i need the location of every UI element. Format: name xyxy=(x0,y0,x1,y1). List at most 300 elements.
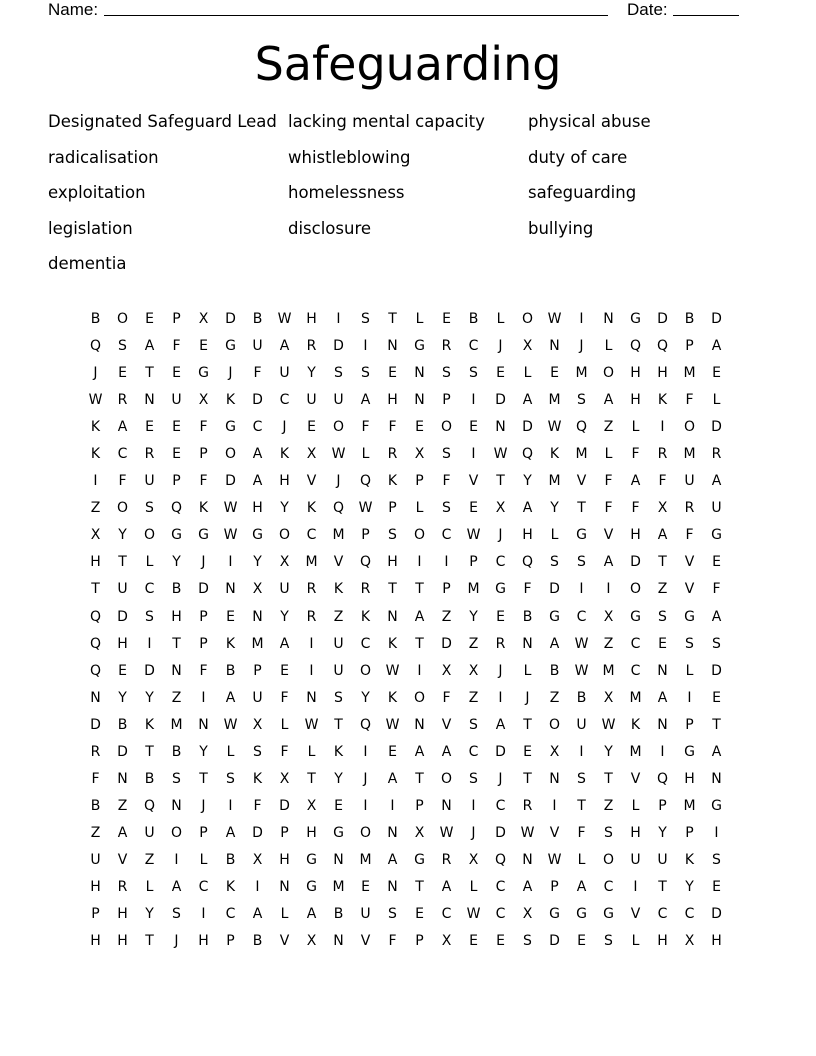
grid-cell: Y xyxy=(172,554,181,571)
grid-cell: W xyxy=(547,419,562,436)
grid-cell: B xyxy=(225,851,236,868)
grid-cell: X xyxy=(441,933,452,950)
grid-cell: O xyxy=(602,365,615,382)
grid-cell: U xyxy=(144,824,155,841)
grid-cell: A xyxy=(225,689,236,706)
grid-cell: G xyxy=(225,419,236,436)
grid-cell: D xyxy=(333,338,344,355)
grid-cell: W xyxy=(385,662,400,679)
grid-cell: G xyxy=(306,851,317,868)
grid-cell: F xyxy=(253,797,262,814)
grid-cell: A xyxy=(252,906,263,923)
grid-cell: U xyxy=(306,392,317,409)
grid-cell: P xyxy=(685,338,694,355)
grid-cell: Q xyxy=(521,446,534,463)
grid-cell: B xyxy=(333,906,344,923)
grid-cell: S xyxy=(442,500,451,517)
grid-cell: D xyxy=(90,716,101,733)
grid-cell: S xyxy=(118,338,127,355)
grid-cell: K xyxy=(306,500,317,517)
grid-cell: A xyxy=(252,446,263,463)
grid-cell: C xyxy=(576,608,587,625)
grid-cell: T xyxy=(658,878,667,895)
grid-cell: Q xyxy=(359,716,372,733)
grid-cell: L xyxy=(550,527,559,544)
grid-cell: R xyxy=(117,878,128,895)
grid-cell: A xyxy=(171,878,182,895)
grid-cell: N xyxy=(225,581,236,598)
grid-cell: W xyxy=(574,662,589,679)
grid-cell: Q xyxy=(359,554,372,571)
grid-cell: U xyxy=(333,662,344,679)
grid-cell: P xyxy=(550,878,559,895)
grid-cell: J xyxy=(336,473,341,490)
grid-cell: L xyxy=(685,662,694,679)
grid-cell: K xyxy=(657,392,668,409)
grid-cell: N xyxy=(306,689,317,706)
grid-cell: A xyxy=(360,392,371,409)
grid-cell: F xyxy=(577,824,586,841)
word-list-item: whistleblowing xyxy=(288,147,411,167)
grid-cell: U xyxy=(576,716,587,733)
grid-cell: E xyxy=(199,338,208,355)
grid-cell: F xyxy=(388,419,397,436)
grid-cell: F xyxy=(658,473,667,490)
grid-cell: S xyxy=(604,933,613,950)
grid-cell: X xyxy=(549,743,560,760)
grid-cell: M xyxy=(170,716,183,733)
grid-cell: S xyxy=(145,608,154,625)
grid-cell: H xyxy=(630,392,641,409)
grid-cell: I xyxy=(363,743,368,760)
grid-cell: C xyxy=(603,878,614,895)
grid-cell: G xyxy=(576,527,587,544)
grid-cell: L xyxy=(145,554,154,571)
grid-cell: Y xyxy=(199,743,208,760)
grid-cell: E xyxy=(145,419,154,436)
grid-cell: G xyxy=(549,906,560,923)
grid-cell: P xyxy=(361,527,370,544)
grid-cell: W xyxy=(223,716,238,733)
grid-cell: D xyxy=(711,906,722,923)
grid-cell: C xyxy=(306,527,317,544)
grid-cell: T xyxy=(118,554,127,571)
grid-cell: L xyxy=(712,392,721,409)
grid-cell: Z xyxy=(603,635,614,652)
grid-cell: B xyxy=(171,581,182,598)
grid-cell: P xyxy=(442,581,451,598)
grid-cell: A xyxy=(144,338,155,355)
grid-cell: E xyxy=(496,608,505,625)
grid-cell: V xyxy=(333,554,344,571)
grid-cell: B xyxy=(549,662,560,679)
word-list-item: dementia xyxy=(48,254,127,274)
grid-cell: S xyxy=(577,770,586,787)
grid-cell: T xyxy=(415,635,424,652)
grid-cell: E xyxy=(172,365,181,382)
grid-cell: X xyxy=(495,500,506,517)
grid-cell: N xyxy=(117,770,128,787)
grid-cell: O xyxy=(440,770,453,787)
grid-cell: O xyxy=(521,311,534,327)
word-list-item: physical abuse xyxy=(528,112,651,131)
grid-cell: I xyxy=(93,473,98,490)
grid-cell: D xyxy=(630,554,641,571)
grid-cell: C xyxy=(117,446,128,463)
grid-cell: F xyxy=(442,473,451,490)
grid-cell: Z xyxy=(603,797,614,814)
grid-cell: Y xyxy=(253,554,262,571)
grid-cell: O xyxy=(278,527,291,544)
grid-cell: V xyxy=(603,527,614,544)
grid-cell: D xyxy=(279,797,290,814)
grid-cell: M xyxy=(332,878,345,895)
grid-cell: Y xyxy=(334,770,343,787)
grid-cell: E xyxy=(712,554,721,571)
grid-cell: U xyxy=(252,338,263,355)
word-list-item: Designated Safeguard Lead xyxy=(48,112,277,131)
name-blank-line xyxy=(104,15,608,16)
grid-cell: E xyxy=(469,500,478,517)
grid-cell: W xyxy=(277,311,292,327)
grid-cell: S xyxy=(442,446,451,463)
grid-cell: L xyxy=(226,743,235,760)
grid-cell: B xyxy=(225,662,236,679)
grid-cell: K xyxy=(252,770,263,787)
grid-cell: E xyxy=(226,608,235,625)
grid-cell: X xyxy=(684,933,695,950)
grid-cell: R xyxy=(306,581,317,598)
grid-cell: K xyxy=(630,716,641,733)
grid-row xyxy=(82,903,730,930)
grid-cell: A xyxy=(549,635,560,652)
grid-cell: G xyxy=(495,581,506,598)
grid-cell: V xyxy=(549,824,560,841)
grid-cell: I xyxy=(552,797,557,814)
grid-cell: B xyxy=(252,311,263,327)
grid-cell: E xyxy=(172,446,181,463)
grid-cell: N xyxy=(171,662,182,679)
grid-cell: P xyxy=(91,906,100,923)
grid-cell: O xyxy=(143,527,156,544)
grid-cell: M xyxy=(467,581,480,598)
grid-cell: L xyxy=(361,446,370,463)
grid-cell: E xyxy=(496,365,505,382)
grid-cell: T xyxy=(199,770,208,787)
grid-cell: E xyxy=(145,311,154,327)
grid-cell: E xyxy=(118,365,127,382)
grid-cell: X xyxy=(306,933,317,950)
grid-cell: O xyxy=(440,419,453,436)
grid-cell: H xyxy=(630,824,641,841)
grid-cell: X xyxy=(414,446,425,463)
grid-cell: R xyxy=(684,500,695,517)
grid-cell: F xyxy=(172,338,181,355)
grid-cell: Y xyxy=(118,527,127,544)
grid-cell: I xyxy=(363,797,368,814)
grid-cell: W xyxy=(304,716,319,733)
grid-cell: F xyxy=(604,500,613,517)
grid-cell: H xyxy=(117,906,128,923)
grid-cell: W xyxy=(439,824,454,841)
grid-cell: V xyxy=(630,906,641,923)
grid-cell: D xyxy=(495,392,506,409)
grid-cell: S xyxy=(334,689,343,706)
grid-row xyxy=(82,389,730,416)
grid-cell: H xyxy=(522,527,533,544)
grid-cell: E xyxy=(415,419,424,436)
grid-cell: C xyxy=(441,527,452,544)
grid-cell: Y xyxy=(604,743,613,760)
grid-cell: I xyxy=(201,689,206,706)
date-label: Date: xyxy=(627,0,668,19)
grid-cell: Z xyxy=(603,419,614,436)
grid-cell: C xyxy=(630,662,641,679)
grid-cell: R xyxy=(711,446,722,463)
word-list-item: lacking mental capacity xyxy=(288,112,485,131)
grid-cell: I xyxy=(660,743,665,760)
grid-cell: L xyxy=(307,743,316,760)
grid-cell: E xyxy=(577,933,586,950)
grid-cell: S xyxy=(523,933,532,950)
grid-cell: X xyxy=(198,311,209,327)
grid-row xyxy=(82,741,730,768)
grid-cell: T xyxy=(145,933,154,950)
grid-cell: B xyxy=(90,311,101,327)
grid-cell: H xyxy=(171,608,182,625)
grid-cell: K xyxy=(333,743,344,760)
grid-cell: T xyxy=(388,311,397,327)
grid-cell: F xyxy=(523,581,532,598)
grid-cell: S xyxy=(226,770,235,787)
grid-cell: N xyxy=(522,635,533,652)
grid-cell: H xyxy=(252,500,263,517)
grid-cell: N xyxy=(441,797,452,814)
grid-cell: U xyxy=(711,500,722,517)
grid-cell: T xyxy=(577,500,586,517)
grid-cell: W xyxy=(358,500,373,517)
grid-cell: D xyxy=(711,419,722,436)
grid-cell: X xyxy=(306,446,317,463)
grid-cell: I xyxy=(687,689,692,706)
grid-cell: X xyxy=(90,527,101,544)
grid-cell: D xyxy=(549,581,560,598)
grid-row xyxy=(82,335,730,362)
grid-cell: L xyxy=(604,338,613,355)
grid-cell: P xyxy=(226,933,235,950)
grid-cell: I xyxy=(471,392,476,409)
grid-cell: J xyxy=(228,365,233,382)
grid-cell: N xyxy=(414,365,425,382)
grid-cell: L xyxy=(469,878,478,895)
grid-cell: S xyxy=(145,500,154,517)
grid-cell: E xyxy=(388,365,397,382)
grid-cell: N xyxy=(279,878,290,895)
grid-cell: S xyxy=(388,906,397,923)
grid-cell: K xyxy=(144,716,155,733)
grid-cell: Y xyxy=(469,608,478,625)
grid-cell: V xyxy=(279,933,290,950)
grid-cell: Y xyxy=(658,824,667,841)
grid-cell: A xyxy=(711,743,722,760)
grid-cell: S xyxy=(469,716,478,733)
grid-cell: S xyxy=(442,365,451,382)
grid-cell: O xyxy=(413,527,426,544)
grid-cell: I xyxy=(417,662,422,679)
grid-cell: W xyxy=(88,392,103,409)
grid-cell: A xyxy=(576,878,587,895)
letter-grid xyxy=(82,308,730,957)
grid-cell: A xyxy=(603,392,614,409)
grid-cell: A xyxy=(441,743,452,760)
grid-cell: G xyxy=(225,338,236,355)
grid-cell: L xyxy=(415,311,424,327)
grid-cell: N xyxy=(522,851,533,868)
grid-cell: S xyxy=(388,527,397,544)
grid-cell: Z xyxy=(468,689,479,706)
grid-cell: A xyxy=(279,338,290,355)
grid-cell: L xyxy=(631,933,640,950)
grid-cell: G xyxy=(198,365,209,382)
word-list-item: disclosure xyxy=(288,218,372,238)
grid-cell: A xyxy=(252,473,263,490)
grid-row xyxy=(82,606,730,633)
grid-cell: F xyxy=(442,689,451,706)
grid-cell: S xyxy=(361,365,370,382)
grid-cell: O xyxy=(116,500,129,517)
grid-cell: E xyxy=(361,878,370,895)
grid-cell: F xyxy=(361,419,370,436)
grid-cell: A xyxy=(279,635,290,652)
grid-cell: P xyxy=(388,500,397,517)
grid-cell: D xyxy=(225,311,236,327)
grid-cell: C xyxy=(495,906,506,923)
grid-cell: B xyxy=(144,770,155,787)
grid-cell: N xyxy=(495,419,506,436)
grid-cell: F xyxy=(199,473,208,490)
grid-cell: Q xyxy=(332,500,345,517)
grid-cell: M xyxy=(683,446,696,463)
grid-cell: U xyxy=(630,851,641,868)
grid-cell: C xyxy=(360,635,371,652)
grid-cell: E xyxy=(280,662,289,679)
grid-cell: O xyxy=(116,311,129,327)
grid-cell: H xyxy=(306,824,317,841)
grid-cell: U xyxy=(252,689,263,706)
grid-cell: G xyxy=(252,527,263,544)
grid-cell: I xyxy=(579,311,584,327)
grid-cell: W xyxy=(223,500,238,517)
grid-cell: H xyxy=(279,851,290,868)
grid-cell: C xyxy=(657,906,668,923)
grid-cell: L xyxy=(145,878,154,895)
grid-cell: I xyxy=(174,851,179,868)
grid-cell: D xyxy=(549,933,560,950)
grid-cell: C xyxy=(495,554,506,571)
grid-cell: H xyxy=(630,365,641,382)
grid-cell: P xyxy=(415,797,424,814)
grid-cell: X xyxy=(279,770,290,787)
grid-cell: P xyxy=(685,716,694,733)
name-label: Name: xyxy=(48,0,99,19)
grid-cell: L xyxy=(577,851,586,868)
grid-cell: I xyxy=(471,446,476,463)
date-blank-line xyxy=(673,15,739,16)
grid-cell: S xyxy=(361,311,370,327)
grid-cell: Y xyxy=(145,906,154,923)
grid-cell: Z xyxy=(657,581,668,598)
grid-cell: P xyxy=(199,635,208,652)
grid-cell: H xyxy=(90,554,101,571)
grid-cell: R xyxy=(144,446,155,463)
grid-cell: A xyxy=(117,824,128,841)
grid-cell: F xyxy=(685,527,694,544)
word-list-item: legislation xyxy=(48,218,133,238)
grid-cell: N xyxy=(657,716,668,733)
grid-cell: Y xyxy=(685,878,694,895)
grid-cell: T xyxy=(388,581,397,598)
grid-cell: T xyxy=(577,797,586,814)
grid-cell: X xyxy=(603,608,614,625)
grid-cell: B xyxy=(684,311,695,327)
word-list-item: safeguarding xyxy=(528,183,637,203)
grid-cell: W xyxy=(520,824,535,841)
grid-cell: E xyxy=(550,365,559,382)
grid-cell: P xyxy=(253,662,262,679)
grid-cell: G xyxy=(414,338,425,355)
grid-cell: P xyxy=(172,473,181,490)
grid-cell: U xyxy=(144,473,155,490)
grid-cell: I xyxy=(309,662,314,679)
grid-cell: M xyxy=(305,554,318,571)
grid-cell: D xyxy=(495,743,506,760)
grid-cell: Q xyxy=(359,473,372,490)
grid-cell: T xyxy=(523,716,532,733)
grid-cell: I xyxy=(147,635,152,652)
grid-cell: Z xyxy=(549,689,560,706)
grid-cell: J xyxy=(498,662,503,679)
grid-cell: Q xyxy=(521,554,534,571)
grid-cell: J xyxy=(282,419,287,436)
grid-cell: K xyxy=(549,446,560,463)
grid-cell: R xyxy=(441,851,452,868)
grid-cell: K xyxy=(198,500,209,517)
grid-cell: C xyxy=(144,581,155,598)
grid-cell: B xyxy=(90,797,101,814)
grid-cell: F xyxy=(199,419,208,436)
grid-cell: D xyxy=(252,824,263,841)
grid-cell: V xyxy=(630,770,641,787)
grid-cell: F xyxy=(685,392,694,409)
grid-cell: S xyxy=(172,770,181,787)
grid-row xyxy=(82,768,730,795)
grid-cell: I xyxy=(633,878,638,895)
grid-cell: A xyxy=(522,500,533,517)
grid-cell: S xyxy=(334,365,343,382)
grid-cell: X xyxy=(252,581,263,598)
grid-cell: N xyxy=(387,338,398,355)
grid-cell: U xyxy=(333,392,344,409)
grid-cell: G xyxy=(630,311,641,327)
grid-cell: Z xyxy=(171,689,182,706)
grid-cell: K xyxy=(360,608,371,625)
grid-cell: H xyxy=(657,365,668,382)
grid-cell: Q xyxy=(143,797,156,814)
grid-cell: I xyxy=(444,554,449,571)
grid-cell: X xyxy=(441,662,452,679)
grid-cell: N xyxy=(549,338,560,355)
grid-cell: A xyxy=(387,851,398,868)
